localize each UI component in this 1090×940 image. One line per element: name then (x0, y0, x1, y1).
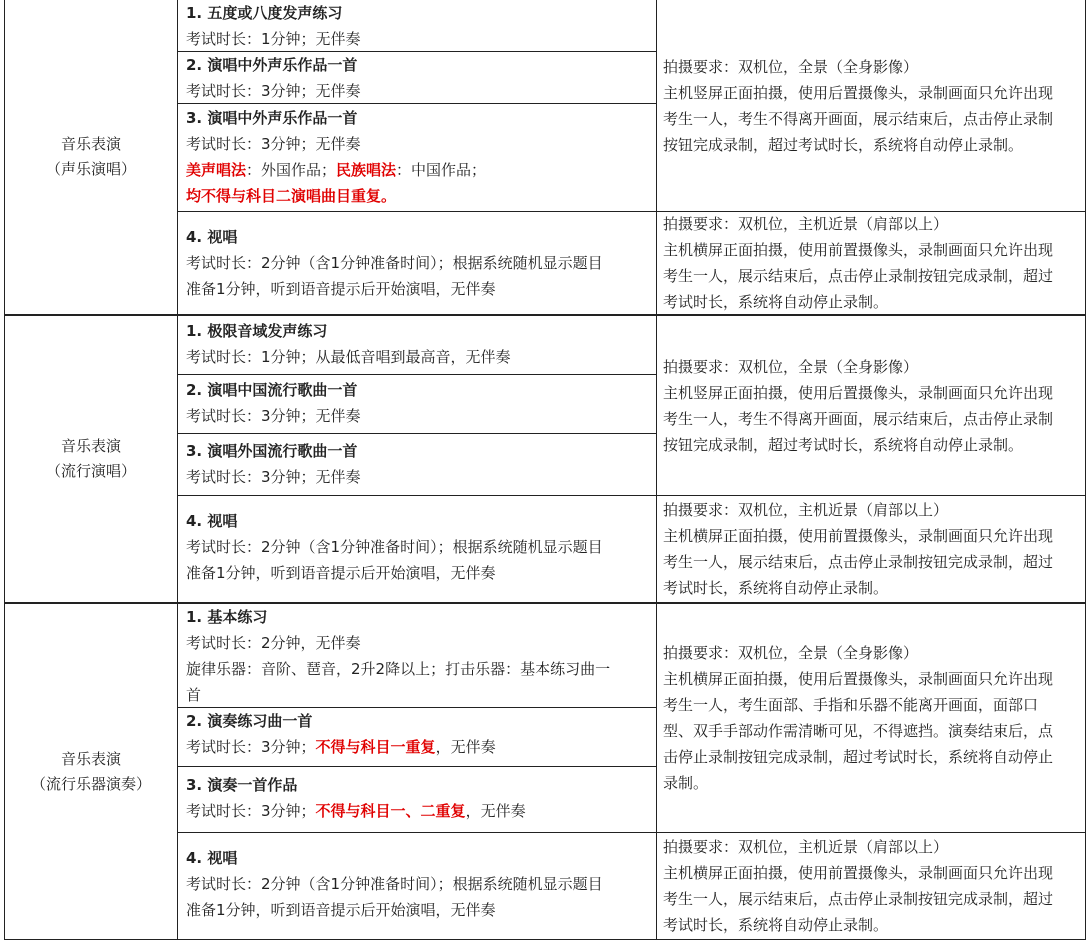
plain-text: ：中国作品； (396, 161, 487, 179)
requirement-line: 考试时长，系统将自动停止录制。 (663, 916, 889, 934)
item-line: 考试时长：2分钟（含1分钟准备时间）；根据系统随机显示题目 (186, 875, 603, 893)
requirement-line: 主机横屏正面拍摄，使用前置摄像头，录制画面只允许出现 (663, 864, 1054, 882)
red-text: 不得与科目一重复 (315, 738, 436, 756)
category-cell (4, 316, 178, 604)
requirement-line: 考生一人，展示结束后，点击停止录制按钮完成录制，超过 (663, 267, 1054, 285)
exam-item (178, 104, 656, 212)
item-line: 考试时长：2分钟，无伴奏 (186, 634, 361, 652)
exam-item (178, 375, 656, 434)
exam-item (178, 316, 656, 375)
item-line: 准备1分钟，听到语音提示后开始演唱，无伴奏 (186, 564, 496, 582)
filming-requirement-full (656, 604, 1086, 833)
item-line: 准备1分钟，听到语音提示后开始演唱，无伴奏 (186, 280, 496, 298)
requirement-line: 考生一人，考生面部、手指和乐器不能离开画面，面部口 (663, 696, 1039, 714)
exam-item (178, 833, 656, 940)
item-title: 4. 视唱 (186, 512, 238, 530)
item-title: 3. 演唱外国流行歌曲一首 (186, 442, 358, 460)
item-line: 考试时长：2分钟（含1分钟准备时间）；根据系统随机显示题目 (186, 538, 603, 556)
category-cell (4, 0, 178, 316)
category-name: 音乐表演 (60, 437, 121, 455)
exam-item (178, 604, 656, 708)
item-line: 考试时长：3分钟；无伴奏 (186, 407, 361, 425)
item-line: 考试时长：1分钟；无伴奏 (186, 30, 361, 48)
exam-item (178, 0, 656, 52)
exam-item (178, 434, 656, 496)
category-subtitle: （声乐演唱） (45, 160, 136, 178)
requirement-line: 考生一人，考生不得离开画面，展示结束后，点击停止录制 (663, 109, 1054, 128)
requirement-line: 拍摄要求：双机位，全景（全身影像） (663, 644, 919, 662)
plain-text: ，无伴奏 (465, 802, 526, 820)
filming-requirement-full (656, 0, 1086, 212)
requirement-line: 型、双手手部动作需清晰可见，不得遮挡。演奏结束后，点 (663, 722, 1054, 740)
red-text: 美声唱法 (186, 161, 247, 179)
item-title: 2. 演奏练习曲一首 (186, 712, 313, 730)
requirement-line: 主机横屏正面拍摄，使用前置摄像头，录制画面只允许出现 (663, 527, 1054, 545)
exam-item (178, 708, 656, 767)
item-line: 考试时长：2分钟（含1分钟准备时间）；根据系统随机显示题目 (186, 254, 603, 272)
requirement-line: 按钮完成录制，超过考试时长，系统将自动停止录制。 (663, 135, 1024, 154)
item-rich-line (186, 157, 656, 183)
requirement-line: 考生一人，考生不得离开画面，展示结束后，点击停止录制 (663, 409, 1054, 428)
requirement-line: 考试时长，系统将自动停止录制。 (663, 579, 889, 597)
item-title: 4. 视唱 (186, 849, 238, 867)
requirement-line: 录制。 (663, 774, 709, 792)
item-rich-line (186, 798, 656, 824)
exam-item (178, 767, 656, 833)
red-text: 民族唱法 (336, 161, 397, 179)
category-subtitle: （流行演唱） (45, 462, 136, 480)
category-name: 音乐表演 (60, 135, 121, 153)
requirement-line: 按钮完成录制，超过考试时长，系统将自动停止录制。 (663, 435, 1024, 454)
requirement-line: 主机横屏正面拍摄，使用后置摄像头，录制画面只允许出现 (663, 670, 1054, 688)
item-title: 3. 演唱中外声乐作品一首 (186, 109, 358, 127)
requirement-line: 拍摄要求：双机位，主机近景（肩部以上） (663, 501, 949, 519)
filming-requirement-close (656, 496, 1086, 604)
plain-text: 考试时长：3分钟； (186, 738, 316, 756)
item-title: 1. 极限音域发声练习 (186, 322, 328, 340)
red-text: 不得与科目一、二重复 (315, 802, 466, 820)
item-title: 1. 五度或八度发声练习 (186, 4, 343, 22)
item-title: 2. 演唱中国流行歌曲一首 (186, 381, 358, 399)
exam-item (178, 212, 656, 316)
requirement-line: 考生一人，展示结束后，点击停止录制按钮完成录制，超过 (663, 890, 1054, 908)
plain-text: 考试时长：3分钟； (186, 802, 316, 820)
category-subtitle: （流行乐器演奏） (30, 774, 151, 793)
item-line: 考试时长：3分钟；无伴奏 (186, 82, 361, 100)
item-line: 考试时长：1分钟；从最低音唱到最高音，无伴奏 (186, 348, 511, 366)
requirement-line: 拍摄要求：双机位，主机近景（肩部以上） (663, 215, 949, 233)
filming-requirement-close (656, 212, 1086, 316)
requirement-line: 考生一人，展示结束后，点击停止录制按钮完成录制，超过 (663, 553, 1054, 571)
item-title: 2. 演唱中外声乐作品一首 (186, 56, 358, 74)
item-title: 1. 基本练习 (186, 608, 268, 626)
exam-item (178, 52, 656, 104)
exam-item (178, 496, 656, 604)
item-line: 考试时长：3分钟；无伴奏 (186, 468, 361, 486)
item-line: 旋律乐器：音阶、琶音，2升2降以上；打击乐器：基本练习曲一 (186, 660, 611, 678)
requirement-line: 主机竖屏正面拍摄，使用后置摄像头，录制画面只允许出现 (663, 83, 1054, 102)
red-text: 均不得与科目二演唱曲目重复。 (186, 187, 397, 205)
plain-text: ：外国作品； (246, 161, 337, 179)
requirement-line: 主机竖屏正面拍摄，使用后置摄像头，录制画面只允许出现 (663, 383, 1054, 402)
requirement-line: 主机横屏正面拍摄，使用前置摄像头，录制画面只允许出现 (663, 241, 1054, 259)
requirement-line: 击停止录制按钮完成录制，超过考试时长，系统将自动停止 (663, 748, 1054, 766)
category-cell (4, 604, 178, 940)
item-title: 4. 视唱 (186, 228, 238, 246)
requirement-line: 拍摄要求：双机位，主机近景（肩部以上） (663, 838, 949, 856)
filming-requirement-full (656, 316, 1086, 496)
item-line: 准备1分钟，听到语音提示后开始演唱，无伴奏 (186, 901, 496, 919)
item-title: 3. 演奏一首作品 (186, 776, 298, 794)
requirement-line: 考试时长，系统将自动停止录制。 (663, 293, 889, 311)
item-rich-line (186, 734, 656, 760)
category-name: 音乐表演 (60, 749, 121, 768)
filming-requirement-close (656, 833, 1086, 940)
requirement-line: 拍摄要求：双机位，全景（全身影像） (663, 357, 919, 376)
requirement-line: 拍摄要求：双机位，全景（全身影像） (663, 57, 919, 76)
item-line: 考试时长：3分钟；无伴奏 (186, 135, 361, 153)
item-line: 首 (186, 686, 202, 704)
plain-text: ，无伴奏 (435, 738, 496, 756)
